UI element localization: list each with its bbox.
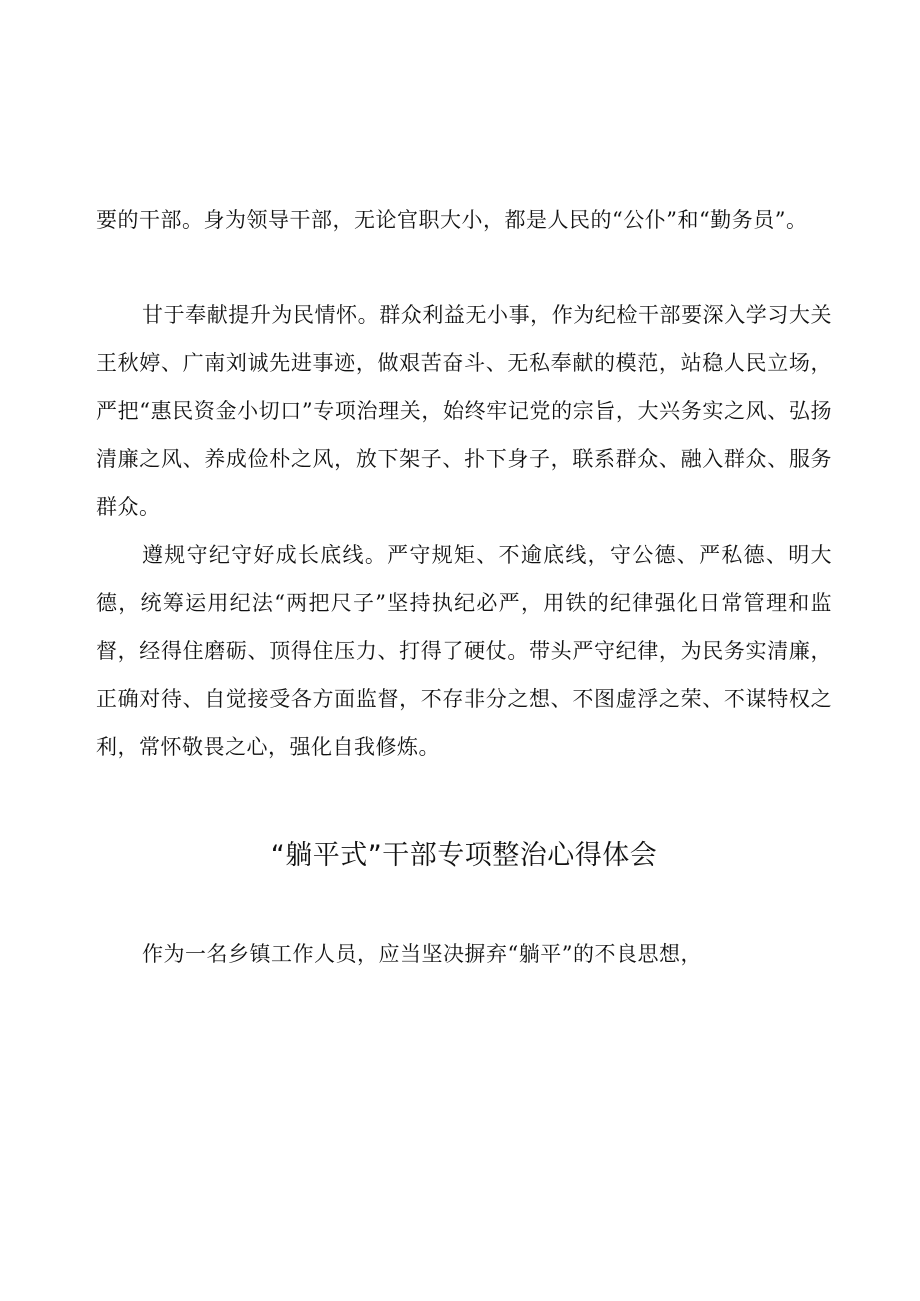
paragraph-intro: 作为一名乡镇工作人员，应当坚决摒弃“躺平”的不良思想，	[142, 942, 702, 966]
paragraph-continuation: 要的干部。身为领导干部，无论官职大小，都是人民的“公仆”和“勤务员”。	[96, 208, 808, 232]
document-title: “躺平式”干部专项整治心得体会	[270, 840, 658, 871]
paragraph-discipline: 遵规守纪守好成长底线。严守规矩、不逾底线，守公德、严私德、明大德，统筹运用纪法“两把尺子”坚持执纪必严，用铁的纪律强化日常管理和监督，经得住磨砺、顶得住压力、打得了硬仗。带头严守纪律，为民务实清廉，正确对待、自觉接受各方面监督，不存非分之想、不图虚浮之荣、不谋特权之利，常怀敬畏之心，强化自我修炼。	[96, 543, 832, 759]
paragraph-dedication: 甘于奉献提升为民情怀。群众利益无小事，作为纪检干部要深入学习大关王秋婷、广南刘诚先进事迹，做艰苦奋斗、无私奉献的模范，站稳人民立场，严把“惠民资金小切口”专项治理关，始终牢记党的宗旨，大兴务实之风、弘扬清廉之风、养成俭朴之风，放下架子、扑下身子，联系群众、融入群众、服务群众。	[96, 303, 832, 519]
